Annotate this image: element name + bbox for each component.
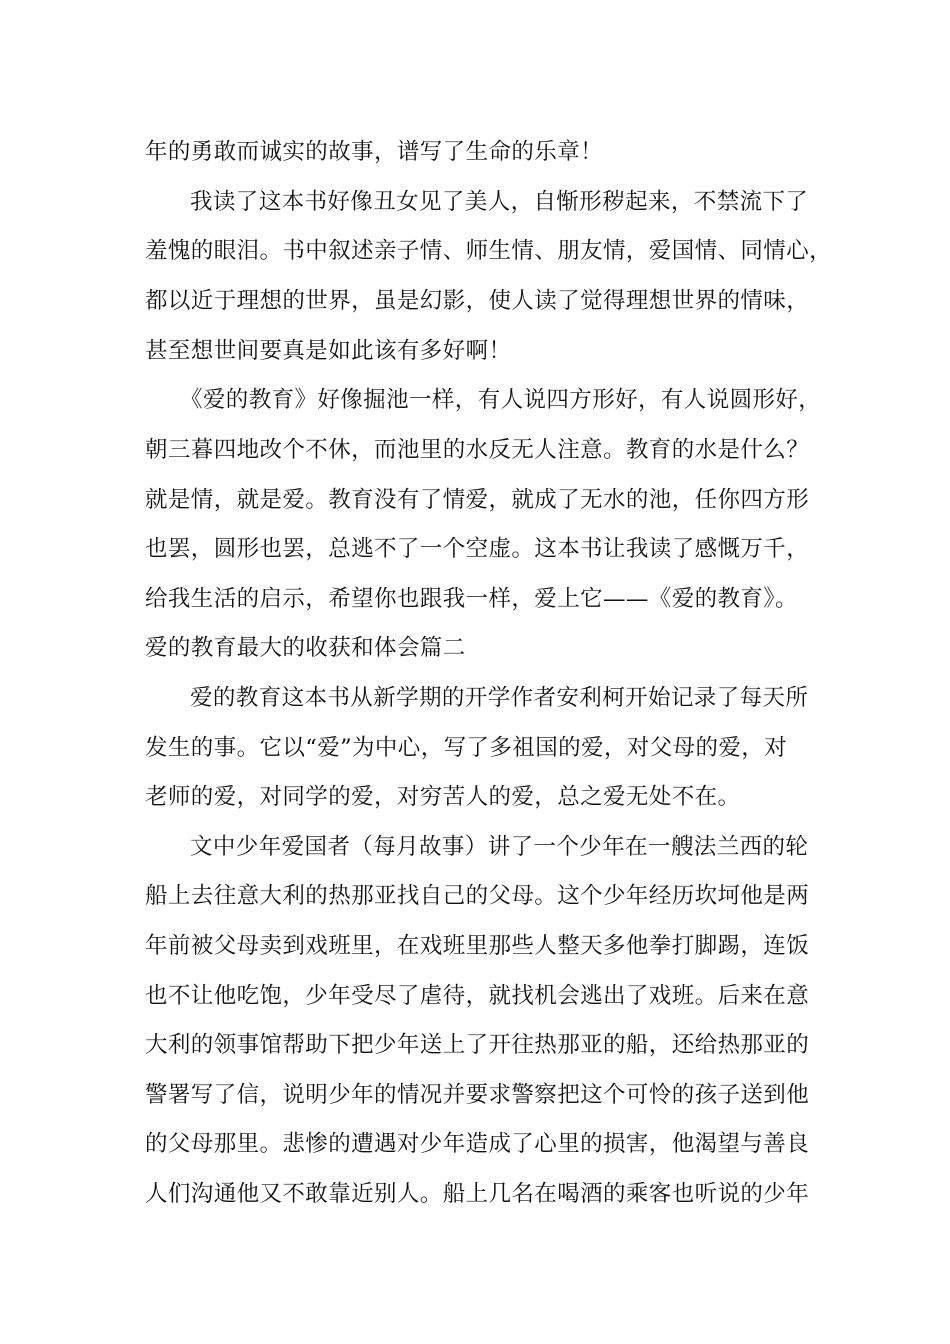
text-line: 就是情，就是爱。教育没有了情爱，就成了无水的池，任你四方形 [145, 487, 810, 513]
text-line: 也不让他吃饱，少年受尽了虐待，就找机会逃出了戏班。后来在意 [145, 983, 810, 1009]
section-heading: 爱的教育最大的收获和体会篇二 [145, 635, 466, 661]
paragraph-first-line: 爱的教育这本书从新学期的开学作者安利柯开始记录了每天所 [190, 685, 809, 711]
paragraph-first-line: 我读了这本书好像丑女见了美人，自惭形秽起来，不禁流下了 [190, 189, 809, 215]
text-line: 老师的爱，对同学的爱，对穷苦人的爱，总之爱无处不在。 [145, 784, 741, 810]
text-line: 羞愧的眼泪。书中叙述亲子情、师生情、朋友情，爱国情、同情心， [145, 238, 833, 264]
text-line: 甚至想世间要真是如此该有多好啊！ [145, 338, 512, 364]
text-line: 警署写了信，说明少年的情况并要求警察把这个可怜的孩子送到他 [145, 1082, 810, 1108]
paragraph-first-line: 《爱的教育》好像掘池一样，有人说四方形好，有人说圆形好， [180, 387, 822, 413]
text-line: 人们沟通他又不敢靠近别人。船上几名在喝酒的乘客也听说的少年 [145, 1181, 810, 1207]
text-line: 的父母那里。悲惨的遭遇对少年造成了心里的损害，他渴望与善良 [145, 1131, 810, 1157]
text-line: 船上去往意大利的热那亚找自己的父母。这个少年经历坎坷他是两 [145, 883, 810, 909]
text-line: 朝三暮四地改个不休，而池里的水反无人注意。教育的水是什么？ [145, 437, 810, 463]
text-line: 年前被父母卖到戏班里，在戏班里那些人整天多他拳打脚踢，连饭 [145, 933, 810, 959]
text-line: 年的勇敢而诚实的故事，谱写了生命的乐章！ [145, 139, 604, 165]
text-line: 发生的事。它以“爱”为中心，写了多祖国的爱，对父母的爱，对 [145, 735, 788, 761]
text-line: 大利的领事馆帮助下把少年送上了开往热那亚的船，还给热那亚的 [145, 1032, 810, 1058]
text-line: 也罢，圆形也罢，总逃不了一个空虚。这本书让我读了感慨万千， [145, 536, 810, 562]
text-line: 都以近于理想的世界，虽是幻影，使人读了觉得理想世界的情味， [145, 288, 810, 314]
paragraph-first-line: 文中少年爱国者（每月故事）讲了一个少年在一艘法兰西的轮 [190, 834, 809, 860]
text-line: 给我生活的启示，希望你也跟我一样，爱上它——《爱的教育》。 [145, 586, 798, 612]
